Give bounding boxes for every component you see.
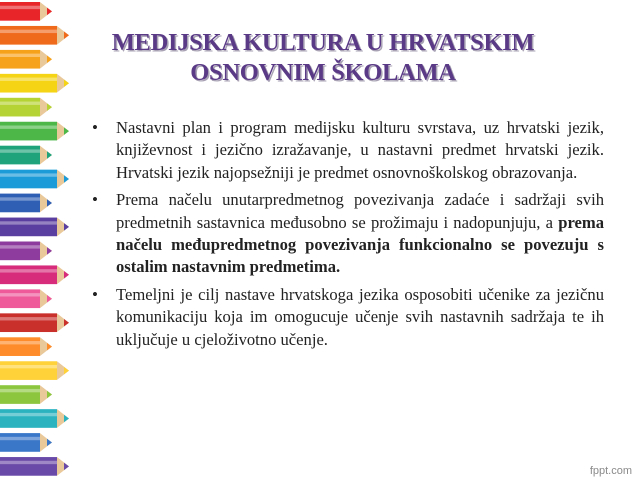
bullet-dot-icon: • — [92, 190, 98, 210]
bullet-dot-icon: • — [92, 118, 98, 137]
bullet-item — [92, 117, 604, 184]
pencil — [0, 265, 69, 284]
bullet-item — [92, 189, 604, 279]
bullet-text: Temeljni je cilj nastave hrvatskoga jezika osposobiti učenike za jezičnu komunikaciju koja im omogucuje učenje svih nastavnih sadržaja te ih uključuje u cjeloživotno učenje. — [116, 284, 604, 349]
pencil — [0, 337, 52, 356]
title-line-2: OSNOVNIM ŠKOLAMA — [190, 59, 456, 86]
pencil — [0, 289, 52, 308]
pencil — [0, 433, 52, 452]
pencil — [0, 457, 69, 476]
title-line-1: MEDIJSKA KULTURA U HRVATSKIM — [111, 29, 535, 56]
pencil — [0, 385, 52, 404]
pencil — [0, 313, 69, 332]
colored-pencils-decoration — [0, 0, 88, 479]
pencil — [0, 26, 69, 45]
pencil — [0, 50, 52, 69]
pencil — [0, 194, 52, 213]
pencil — [0, 409, 69, 428]
pencil — [0, 170, 69, 189]
slide-title — [88, 28, 558, 88]
pencil — [0, 361, 69, 380]
bullet-bold-text: prema načelu međupredmetnog povezivanja funkcionalno se povezuju s ostalim nastavnim predmetima. — [116, 212, 604, 277]
pencil — [0, 242, 52, 261]
pencil — [0, 218, 69, 237]
pencil — [0, 146, 52, 165]
bullet-text: Prema načelu unutarpredmetnog povezivanja zadaće i sadržaji svih predmetnih sastavnica međusobno se prožimaju i nadopunjuju, a — [116, 190, 604, 232]
watermark: fppt.com — [589, 465, 632, 477]
pencil — [0, 74, 69, 93]
pencil — [0, 2, 52, 21]
bullet-item — [92, 284, 604, 351]
bullet-list — [92, 117, 604, 356]
pencil — [0, 122, 69, 141]
pencil — [0, 98, 52, 117]
bullet-text: Nastavni plan i program medijsku kulturu svrstava, uz hrvatski jezik, književnost i jezično izražavanje, u nastavni predmet hrvatski jezik. Hrvatski jezik najopsežniji je predmet osnovnoškolskog obrazovanja. — [116, 118, 604, 182]
bullet-dot-icon: • — [92, 284, 98, 304]
